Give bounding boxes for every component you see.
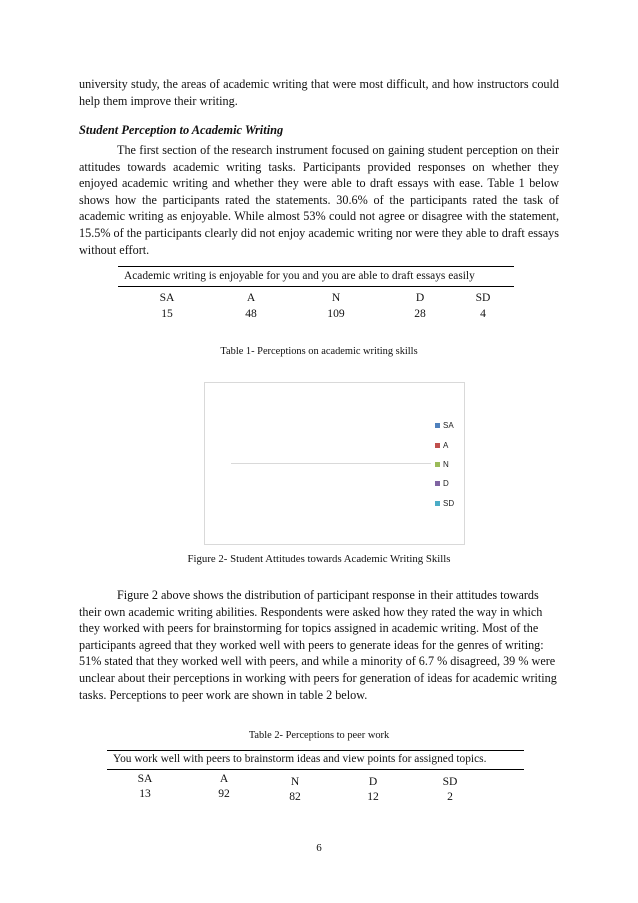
table-2-value-d: 12 <box>367 790 379 803</box>
table-1-value-d: 28 <box>414 307 426 320</box>
legend-swatch-d <box>435 481 440 486</box>
legend-swatch-n <box>435 462 440 467</box>
legend-swatch-a <box>435 443 440 448</box>
chart-gridline <box>231 463 431 464</box>
table-2-top-rule <box>107 750 524 751</box>
page-number: 6 <box>316 842 322 854</box>
table-1-header-d: D <box>415 291 425 304</box>
legend-item-a: A <box>435 441 448 450</box>
paragraph-1: The first section of the research instrument focused on gaining student perception on their attitudes towards academic writing tasks. Participants provided responses on whether they enjoyed academic writing and whether they were able to draft essays with ease. Table 1 below shows how the participants rated the statements. 30.6% of the participants rated the task of academic writing as enjoyable. While almost 53% could not agree or disagree with the statement, 15.5% of the participants clearly did not enjoy academic writing nor were they able to draft essays without effort. <box>79 143 559 257</box>
table-2-statement: You work well with peers to brainstorm ideas and view points for assigned topics. <box>113 753 487 765</box>
legend-swatch-sd <box>435 501 440 506</box>
table-1-header-rule <box>118 286 514 287</box>
table-2-caption: Table 2- Perceptions to peer work <box>248 730 390 741</box>
intro-paragraph: university study, the areas of academic writing that were most difficult, and how instructors could help them improve their writing. <box>79 77 559 108</box>
table-2-header-a: A <box>219 772 229 785</box>
table-1-value-n: 109 <box>327 307 345 320</box>
section-heading: Student Perception to Academic Writing <box>79 123 284 137</box>
legend-item-sa: SA <box>435 421 454 430</box>
table-2-header-n: N <box>290 775 300 788</box>
table-1-header-a: A <box>246 291 256 304</box>
table-1-header-sd: SD <box>475 291 491 304</box>
table-2-header-sd: SD <box>442 775 458 788</box>
table-2-header-rule <box>107 769 524 770</box>
legend-swatch-sa <box>435 423 440 428</box>
figure-2-chart <box>204 382 465 545</box>
table-1-header-sa: SA <box>159 291 175 304</box>
table-2-value-sa: 13 <box>139 787 151 800</box>
legend-item-d: D <box>435 479 449 488</box>
table-2-value-a: 92 <box>218 787 230 800</box>
legend-item-sd: SD <box>435 499 454 508</box>
table-1-top-rule <box>118 266 514 267</box>
table-1-statement: Academic writing is enjoyable for you and you are able to draft essays easily <box>124 270 475 282</box>
table-1-header-n: N <box>331 291 341 304</box>
table-1-value-sd: 4 <box>480 307 486 320</box>
table-1-caption: Table 1- Perceptions on academic writing skills <box>220 346 418 357</box>
table-1-value-sa: 15 <box>161 307 173 320</box>
table-2-header-sa: SA <box>137 772 153 785</box>
table-1-value-a: 48 <box>245 307 257 320</box>
table-2-value-n: 82 <box>289 790 301 803</box>
paragraph-2: Figure 2 above shows the distribution of participant response in their attitudes towards their own academic writing abilities. Respondents were asked how they rated the way in which they worked with peers for brainstorming for topics assigned in academic writing. Most of the participants agreed that they worked well with peers to generate ideas for the genres of writing: 51% stated that they worked well with peers, and while a minority of 6.7 % disagreed, 39 % were unclear about their perceptions in working with peers for generation of ideas for academic writing tasks. Perceptions to peer work are shown in table 2 below. <box>79 588 557 702</box>
table-2-header-d: D <box>368 775 378 788</box>
legend-item-n: N <box>435 460 449 469</box>
figure-2-caption: Figure 2- Student Attitudes towards Academic Writing Skills <box>187 553 451 565</box>
table-2-value-sd: 2 <box>447 790 453 803</box>
